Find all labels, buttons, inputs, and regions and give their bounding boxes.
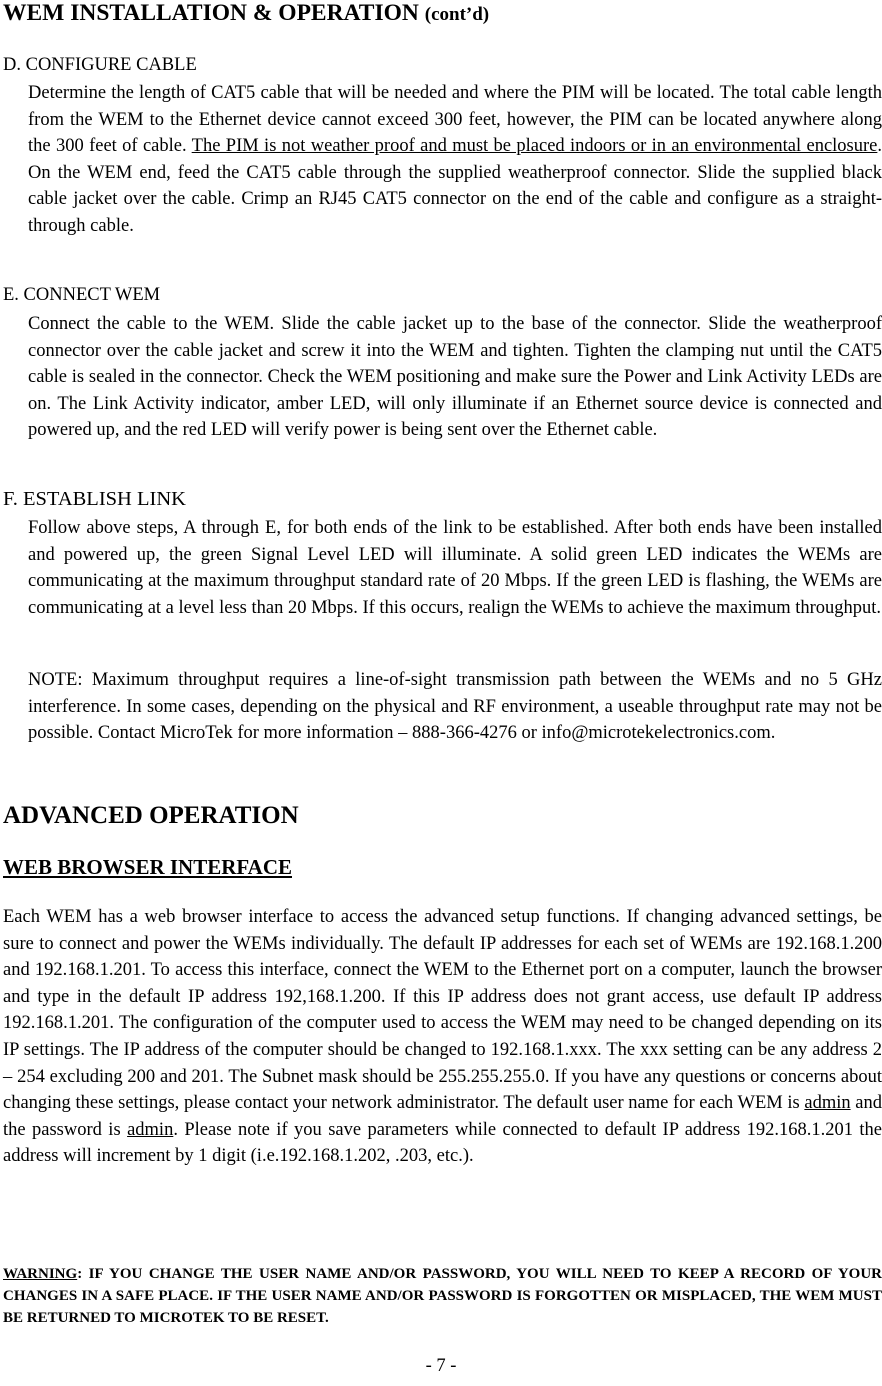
page-title — [3, 0, 489, 27]
web-browser-interface-paragraph — [3, 904, 882, 1170]
section-f-paragraph: Follow above steps, A through E, for both ends of the link to be established. After both ends have been installed and powered up, the green Signal Level LED will illuminate. A solid green LED indicates the WEMs are communicating at the maximum throughput standard rate of 20 Mbps. If the green LED is flashing, the WEMs are communicating at a level less than 20 Mbps. If this occurs, realign the WEMs to achieve the maximum throughput. — [28, 518, 882, 618]
web-browser-interface-heading: WEB BROWSER INTERFACE — [3, 855, 292, 879]
web-text-before: Each WEM has a web browser interface to access the advanced setup functions. If changing advanced settings, be sure to connect and power the WEMs individually. The default IP addresses for each set of WEMs are 192.168.1.200 and 192.168.1.201. To access this interface, connect the WEM to the Ethernet port on a computer, launch the browser and type in the default IP address 192,168.1.200. If this IP address does not grant access, use default IP address 192.168.1.201. The configuration of the computer used to access the WEM may need to be changed depending on its IP settings. The IP address of the computer should be changed to 192.168.1.xxx. The xxx setting can be any address 2 – 254 excluding 200 and 201. The Subnet mask should be 255.255.255.0. If you have any questions or concerns about changing these settings, please contact your network administrator. The default user name for each WEM is — [3, 907, 882, 1114]
section-d-text-before: Determine the length of CAT5 cable that will be needed and where the PIM will be located. The total cable length from the WEM to the Ethernet device cannot exceed 300 feet, however, the PIM can be located anywhere along the 300 feet of cable. — [28, 83, 882, 157]
page-title-main: WEM INSTALLATION & OPERATION — [3, 0, 419, 26]
section-f-heading: F. ESTABLISH LINK — [3, 488, 186, 510]
web-text-middle: and the password is — [3, 1093, 882, 1140]
section-d-heading: D. CONFIGURE CABLE — [3, 55, 197, 75]
section-d-text-after: . On the WEM end, feed the CAT5 cable through the supplied weatherproof connector. Slide the supplied black cable jacket over the cable. Crimp an RJ45 CAT5 connector on the end of the cable and configure as a straight-through cable. — [28, 136, 882, 236]
warning-label: WARNING — [3, 1266, 78, 1282]
warning-text: : IF YOU CHANGE THE USER NAME AND/OR PASSWORD, YOU WILL NEED TO KEEP A RECORD OF YOUR CHANGES IN A SAFE PLACE. IF THE USER NAME AND/OR PASSWORD IS FORGOTTEN OR MISPLACED, THE WEM MUST BE RETURNED TO MICROTEK TO BE RESET. — [3, 1266, 882, 1326]
section-e-heading: E. CONNECT WEM — [3, 285, 161, 305]
page-title-cont: (cont’d) — [424, 4, 490, 25]
page-number: - 7 - — [425, 1356, 457, 1376]
section-d-underlined-warning: The PIM is not weather proof and must be placed indoors or in an environmental enclosure — [191, 136, 878, 157]
section-d-paragraph — [28, 80, 882, 240]
section-e-paragraph: Connect the cable to the WEM. Slide the cable jacket up to the base of the connector. Slide the weatherproof connector over the cable jacket and screw it into the WEM and tighten. Tighten the clamping nut until the CAT5 cable is sealed in the connector. Check the WEM positioning and make sure the Power and Link Activity LEDs are on. The Link Activity indicator, amber LED, will only illuminate if an Ethernet source device is connected and powered up, and the red LED will verify power is being sent over the Ethernet cable. — [28, 314, 882, 441]
advanced-operation-heading: ADVANCED OPERATION — [3, 802, 299, 829]
warning-paragraph — [3, 1263, 882, 1329]
section-f-note: NOTE: Maximum throughput requires a line-of-sight transmission path between the WEMs and no 5 GHz interference. In some cases, depending on the physical and RF environment, a useable throughput rate may not be possible. Contact MicroTek for more information – 888-366-4276 or info@microtekelectronics.com. — [28, 670, 882, 744]
default-password: admin — [127, 1119, 174, 1140]
web-text-after: . Please note if you save parameters while connected to default IP address 192.168.1.201 the address will increment by 1 digit (i.e.192.168.1.202, .203, etc.). — [3, 1119, 882, 1167]
default-username: admin — [804, 1093, 851, 1114]
